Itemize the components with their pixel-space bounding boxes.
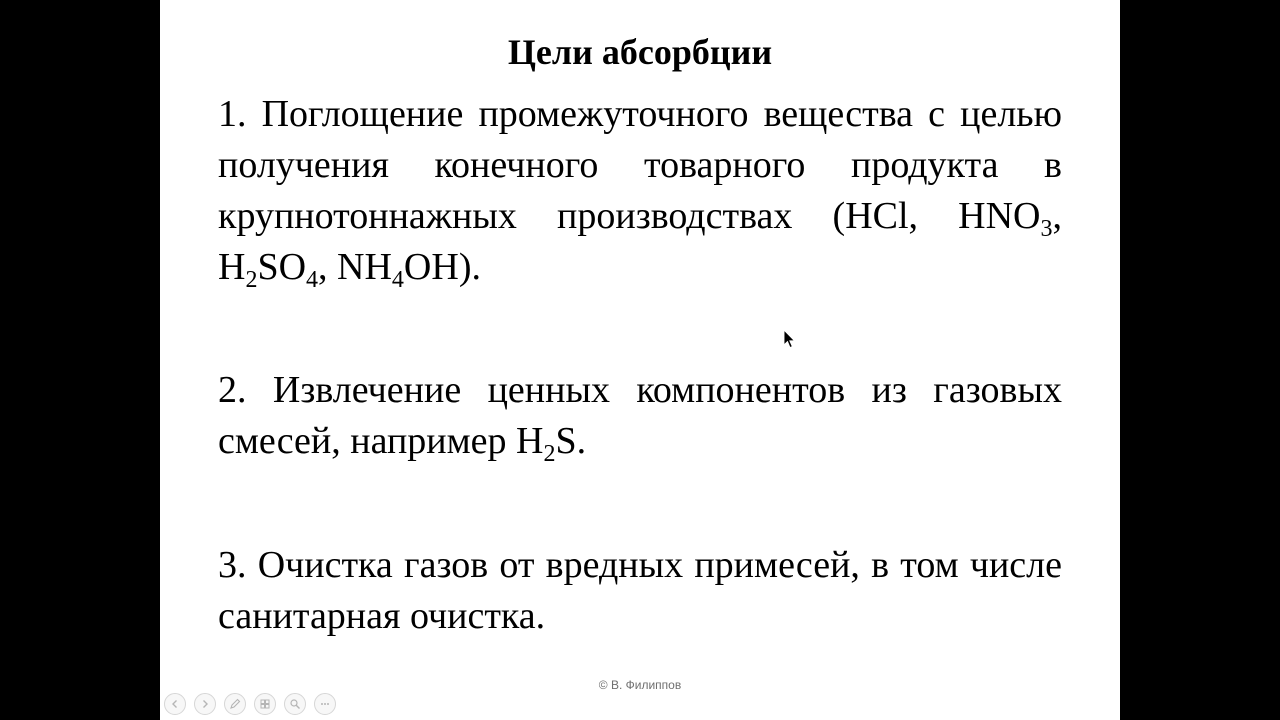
chemical-formula: $HNO_3$ [958,195,1053,242]
chemical-formula: $NH_4OH$ [337,246,459,293]
pen-tool-button[interactable] [224,693,246,715]
mouse-pointer-icon [783,329,797,351]
slides-overview-button[interactable] [254,693,276,715]
slideshow-controls [164,692,336,716]
more-options-button[interactable] [314,693,336,715]
chemical-formula: $H_2SO_4$ [218,246,319,293]
pen-icon [229,698,241,710]
slide [160,0,1120,720]
zoom-icon [289,698,301,710]
goal-1-paragraph: 1. Поглощение промежуточного вещества с целью получения конечного товарного продукта в крупнотоннажных производствах (HCl, $HNO_3$, $H_2SO_4$, $NH_4OH$). [218,93,1062,293]
copyright-footer: © В. Филиппов [598,678,682,692]
more-options-icon [319,698,331,710]
previous-slide-button[interactable] [164,693,186,715]
next-slide-button[interactable] [194,693,216,715]
goal-3-paragraph: 3. Очистка газов от вредных примесей, в том числе санитарная очистка. [218,544,1062,637]
goal-2-paragraph: 2. Извлечение ценных компонентов из газовых смесей, например $H_2S$. [218,369,1062,467]
zoom-button[interactable] [284,693,306,715]
slides-overview-icon [259,698,271,710]
slide-title: Цели абсорбции [507,32,773,72]
next-slide-icon [200,699,210,709]
previous-slide-icon [170,699,180,709]
chemical-formula: $H_2S$ [516,420,577,467]
chemical-formula: HCl [845,195,909,237]
